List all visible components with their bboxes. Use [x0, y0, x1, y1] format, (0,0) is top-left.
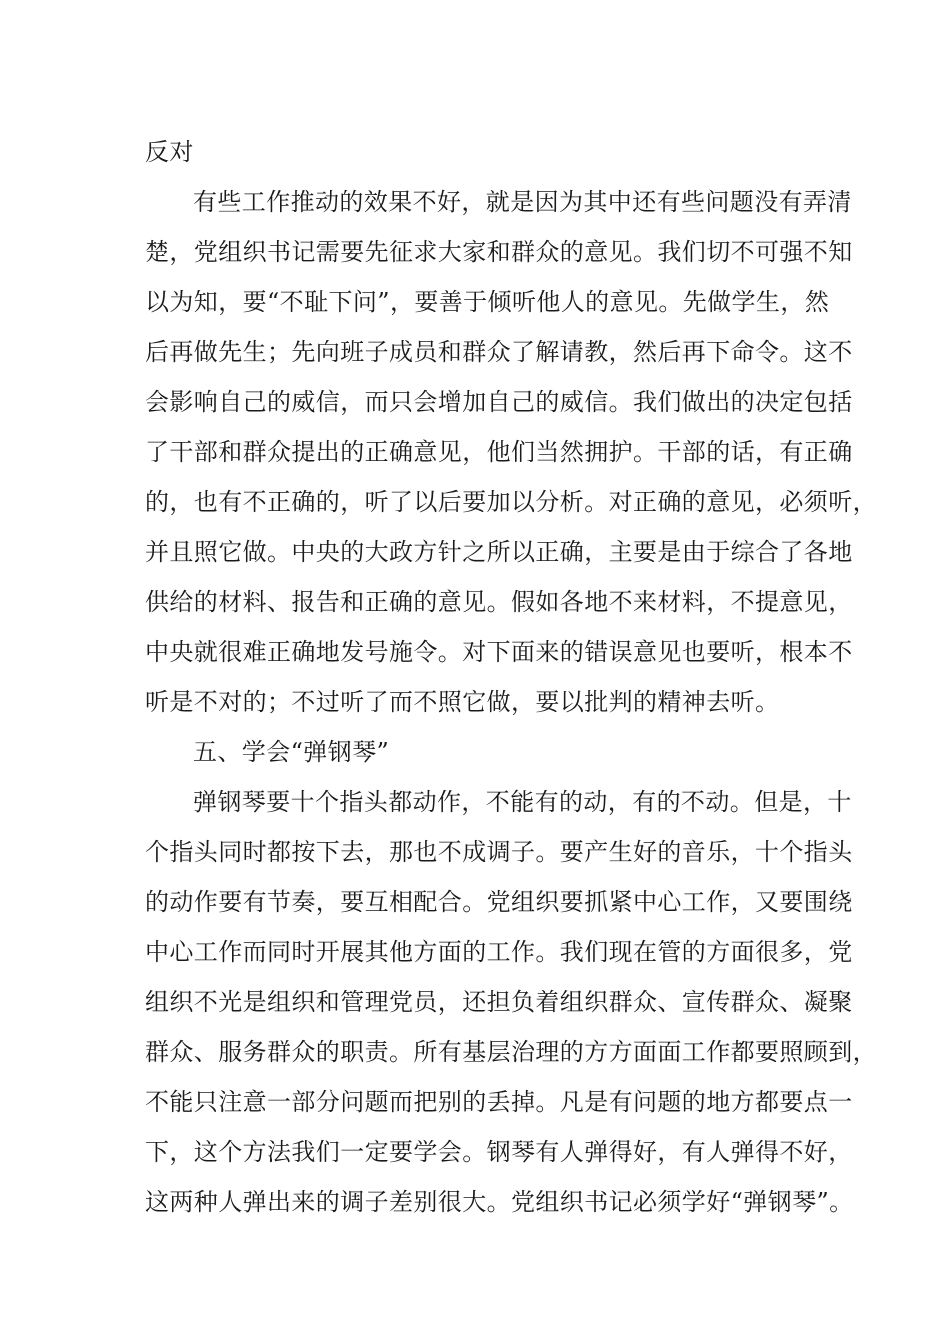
text-line: 了干部和群众提出的正确意见，他们当然拥护。干部的话，有正确 [145, 438, 853, 466]
text-line: 以为知，要“不耻下问”，要善于倾听他人的意见。先做学生，然 [145, 288, 830, 316]
text-line: 会影响自己的威信，而只会增加自己的威信。我们做出的决定包括 [145, 388, 853, 416]
text-line: 组织不光是组织和管理党员，还担负着组织群众、宣传群众、凝聚 [145, 988, 853, 1016]
text-line: 群众、服务群众的职责。所有基层治理的方方面面工作都要照顾到， [145, 1038, 877, 1066]
text-line: 下，这个方法我们一定要学会。钢琴有人弹得好，有人弹得不好， [145, 1138, 853, 1166]
text-line: 听是不对的；不过听了而不照它做，要以批判的精神去听。 [145, 688, 780, 716]
paragraph-first-line: 有些工作推动的效果不好，就是因为其中还有些问题没有弄清 [193, 188, 852, 216]
text-line: 的，也有不正确的，听了以后要加以分析。对正确的意见，必须听， [145, 488, 877, 516]
text-line: 反对 [145, 138, 194, 166]
text-line: 个指头同时都按下去，那也不成调子。要产生好的音乐，十个指头 [145, 838, 853, 866]
text-line: 中央就很难正确地发号施令。对下面来的错误意见也要听，根本不 [145, 638, 853, 666]
text-line: 中心工作而同时开展其他方面的工作。我们现在管的方面很多，党 [145, 938, 853, 966]
section-heading: 五、学会“弹钢琴” [193, 738, 390, 766]
text-line: 后再做先生；先向班子成员和群众了解请教，然后再下命令。这不 [145, 338, 853, 366]
text-line: 的动作要有节奏，要互相配合。党组织要抓紧中心工作，又要围绕 [145, 888, 853, 916]
text-line: 这两种人弹出来的调子差别很大。党组织书记必须学好“弹钢琴”。 [145, 1188, 854, 1216]
text-line: 不能只注意一部分问题而把别的丢掉。凡是有问题的地方都要点一 [145, 1088, 853, 1116]
text-line: 楚，党组织书记需要先征求大家和群众的意见。我们切不可强不知 [145, 238, 853, 266]
paragraph-first-line: 弹钢琴要十个指头都动作，不能有的动，有的不动。但是，十 [193, 788, 852, 816]
text-line: 并且照它做。中央的大政方针之所以正确，主要是由于综合了各地 [145, 538, 853, 566]
text-line: 供给的材料、报告和正确的意见。假如各地不来材料，不提意见， [145, 588, 853, 616]
